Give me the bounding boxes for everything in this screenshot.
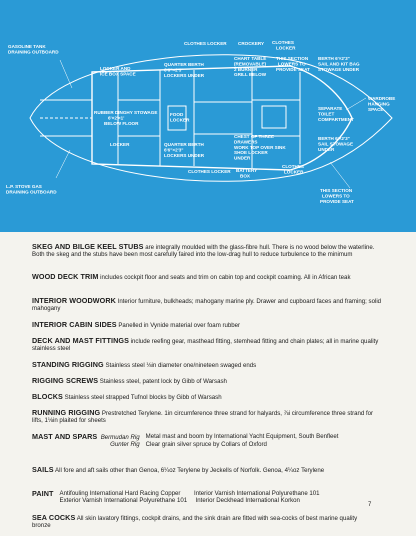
- yacht-layout-plan: [0, 0, 416, 232]
- label-clothes-locker-bottom-fwd: CLOTHES LOCKER: [282, 164, 304, 175]
- spec-rigging-screws: RIGGING SCREWS Stainless steel, patent lock by Gibb of Warsash: [32, 376, 227, 385]
- hull-plan-drawing: [0, 0, 416, 232]
- page-number: 7: [368, 502, 372, 508]
- label-berth-bottom: BERTH 6'×2'3" SAIL STOWAGE UNDER: [318, 136, 354, 152]
- spec-blocks: BLOCKS Stainless steel strapped Tufnol blocks by Gibb of Warsash: [32, 392, 222, 401]
- spec-cabin-sides: INTERIOR CABIN SIDES Panelled in Vynide material over foam rubber: [32, 320, 241, 329]
- label-chart-table: CHART TABLE (REMOVABLE) 2 BURNER GRILL BELOW: [234, 56, 267, 78]
- spec-standing-rigging: STANDING RIGGING Stainless steel ⅛in diameter one/nineteen swaged ends: [32, 360, 257, 369]
- spec-mast-spars: MAST AND SPARS Bermudan Rig Metal mast and boom by International Yacht Equipment, South Benfleet Gunter Rig Clear grain silver spruce by Collars of Oxford: [32, 432, 339, 449]
- spec-interior-woodwork: INTERIOR WOODWORK Interior furniture, bulkheads; mahogany marine ply. Drawer and cupboard faces and framing; solid mahogany: [32, 296, 382, 313]
- label-quarter-berth-bottom: QUARTER BERTH 6'6"×2'3" LOCKERS UNDER: [164, 142, 205, 158]
- spec-paint: PAINT Antifouling International Hard Racing Copper Interior Varnish International Polyurethane 101 Exterior Varnish International Polyurethane 101 Interior Deckhead International Korkon: [32, 489, 320, 505]
- label-dinghy-stowage: RUBBER DINGHY STOWAGE 6'×2'×1' BELOW FLOOR: [94, 110, 158, 126]
- label-berth-top: BERTH 6'×2'3" SAIL AND KIT BAG STOWAGE UNDER: [318, 56, 360, 72]
- label-food-locker: FOOD LOCKER: [170, 112, 190, 123]
- label-clothes-locker-bottom: CLOTHES LOCKER: [188, 169, 231, 174]
- label-locker-ice-box: LOCKER AND ICE BOX SPACE: [100, 66, 136, 77]
- spec-skeg: SKEG AND BILGE KEEL STUBS are integrally moulded with the glass-fibre hull. There is no wood below the waterline. Both the skeg and the stubs have been most carefully faired into the low-drag hull to reduce turbulence to the minimum: [32, 242, 375, 259]
- label-section-lowers-bottom: THIS SECTION LOWERS TO PROVIDE SEAT: [320, 188, 354, 204]
- label-section-lowers-top: THIS SECTION LOWERS TO PROVIDE SEAT: [276, 56, 310, 72]
- label-toilet: SEPARATE TOILET COMPARTMENT: [318, 106, 354, 122]
- cabin-outline: [92, 66, 352, 170]
- label-quarter-berth-top: QUARTER BERTH 6'6"×2'3" LOCKERS UNDER: [164, 62, 205, 78]
- label-wardrobe: WARDROBE HANGING SPACE: [368, 96, 396, 112]
- spec-sea-cocks: SEA COCKS All skin lavatory fittings, cockpit drains, and the sink drain are fitted with sea-cocks of best marine quality bronze: [32, 513, 358, 530]
- label-gasoline-tank: GASOLINE TANK DRAINING OUTBOARD: [8, 44, 59, 55]
- label-battery-box: BATTERY BOX: [236, 168, 258, 179]
- label-crockery: CROCKERY: [238, 41, 265, 46]
- spec-deck-trim: WOOD DECK TRIM includes cockpit floor and seats and trim on cabin top and cockpit coaming. All in African teak: [32, 272, 351, 281]
- label-clothes-locker-fwd: CLOTHES LOCKER: [272, 40, 296, 51]
- label-lp-stove: L.P. STOVE GAS DRAINING OUTBOARD: [6, 184, 57, 195]
- label-chest-of-drawers: CHEST OF THREE DRAWERS WORK TOP OVER SINK SHOE LOCKER UNDER: [234, 134, 286, 161]
- label-locker-port: LOCKER: [110, 142, 130, 147]
- spec-mast-fittings: DECK AND MAST FITTINGS include reefing gear, masthead fitting, stemhead fitting and chain plates; all in marine quality stainless steel: [32, 336, 379, 353]
- spec-running-rigging: RUNNING RIGGING Prestretched Terylene. 1in circumference three strand for halyards, ⅞i circumference three strand for lifts, 1⅛in plaited for sheets: [32, 408, 374, 425]
- spec-sails: SAILS All fore and aft sails other than Genoa, 6¼oz Terylene by Jeckells of Norfolk. Genoa, 4¼oz Terylene: [32, 465, 325, 474]
- label-clothes-locker-top: CLOTHES LOCKER: [184, 41, 227, 46]
